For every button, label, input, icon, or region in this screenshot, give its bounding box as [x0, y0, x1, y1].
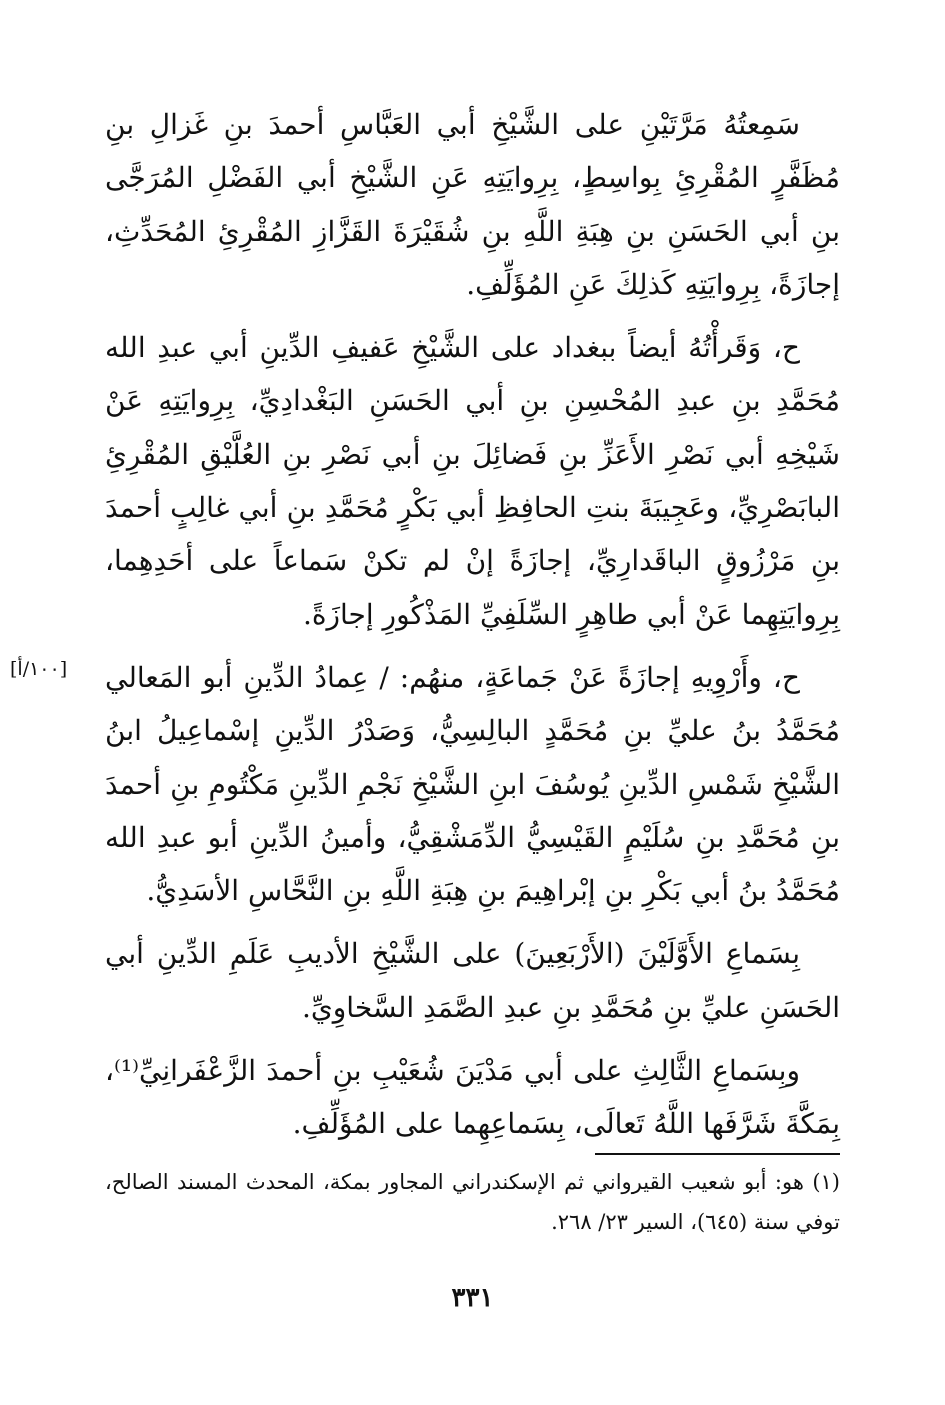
paragraph-4: بِسَماعِ الأَوَّلَيْنَ (الأَرْبَعِينَ) على الشَّيْخِ الأديبِ عَلَمِ الدِّينِ أبي الحَسَنِ عليِّ بنِ مُحَمَّدِ بنِ عبدِ الصَّمَدِ السَّخاوِيِّ.: [105, 937, 840, 1024]
paragraph-2: ح، وَقَرأْتُهُ أيضاً ببغداد على الشَّيْخِ عَفيفِ الدِّينِ أبي عبدِ الله مُحَمَّدِ بنِ عبدِ المُحْسِنِ بنِ أبي الحَسَنِ البَغْدادِيِّ، بِرِوايَتِهِ عَنْ شَيْخِهِ أبي نَصْرِ الأَعَزِّ بنِ فَضائِلَ بنِ أبي نَصْرِ بنِ العُلَّيْقِ المُقْرِئِ البابَصْرِيِّ، وعَجِيبَةَ بنتِ الحافِظِ أبي بَكْرٍ مُحَمَّدِ بنِ أبي غالِبٍ أحمدَ بنِ مَرْزُوقٍ الباقَدارِيِّ، إجازَةً إنْ لم تكنْ سَماعاً على أحَدِهِما، بِرِوايَتِهِما عَنْ أبي طاهِرٍ السِّلَفِيِّ المَذْكُورِ إجازَةً.: [105, 331, 840, 631]
paragraph-1: سَمِعتُهُ مَرَّتَيْنِ على الشَّيْخِ أبي العَبَّاسِ أحمدَ بنِ غَزالِ بنِ مُظَفَّرٍ المُقْرِئِ بِواسِطٍ، بِرِوايَتِهِ عَنِ الشَّيْخِ أبي الفَضْلِ المُرَجَّى بنِ أبي الحَسَنِ بنِ هِبَةِ اللَّهِ بنِ شُقَيْرَةَ القَزَّازِ المُقْرِئِ المُحَدِّثِ، إجازَةً، بِرِوايَتِهِ كَذلِكَ عَنِ المُؤَلِّفِ.: [105, 108, 841, 301]
footnote-divider: [595, 1153, 840, 1155]
main-text: [105, 98, 840, 1161]
page-number: ٣٣١: [451, 1283, 494, 1313]
footnote: (١) هو: أبو شعيب القيرواني ثم الإسكندراني المجاور بمكة، المحدث المسند الصالح، توفي سنة (٦٤٥)، السير ٢٣/ ٢٦٨.: [105, 1170, 840, 1234]
paragraph-5: وبِسَماعِ الثَّالِثِ على أبي مَدْيَنَ شُعَيْبِ بنِ أحمدَ الزَّعْفَرانِيِّ⁽¹⁾، بِمَكَّةَ شَرَّفَها اللَّهُ تَعالَى، بِسَماعِهِما على المُؤَلِّفِ.: [105, 1054, 840, 1141]
paragraph-3: ح، وأَرْوِيهِ إجازَةً عَنْ جَماعَةٍ، منهُم: / عِمادُ الدِّينِ أبو المَعالي مُحَمَّدُ بنُ عليِّ بنِ مُحَمَّدٍ البالِسِيُّ، وَصَدْرُ الدِّينِ إسْماعِيلُ ابنُ الشَّيْخِ شَمْسِ الدِّينِ يُوسُفَ ابنِ الشَّيْخِ نَجْمِ الدِّينِ مَكْتُومِ بنِ أحمدَ بنِ مُحَمَّدِ بنِ سُلَيْمٍ القَيْسِيُّ الدِّمَشْقِيُّ، وأمينُ الدِّينِ أبو عبدِ الله مُحَمَّدُ بنُ أبي بَكْرِ بنِ إبْراهِيمَ بنِ هِبَةِ اللَّهِ بنِ النَّحَّاسِ الأسَدِيُّ.: [105, 660, 840, 908]
manuscript-folio-reference: [١٠٠/أ]: [10, 658, 68, 680]
